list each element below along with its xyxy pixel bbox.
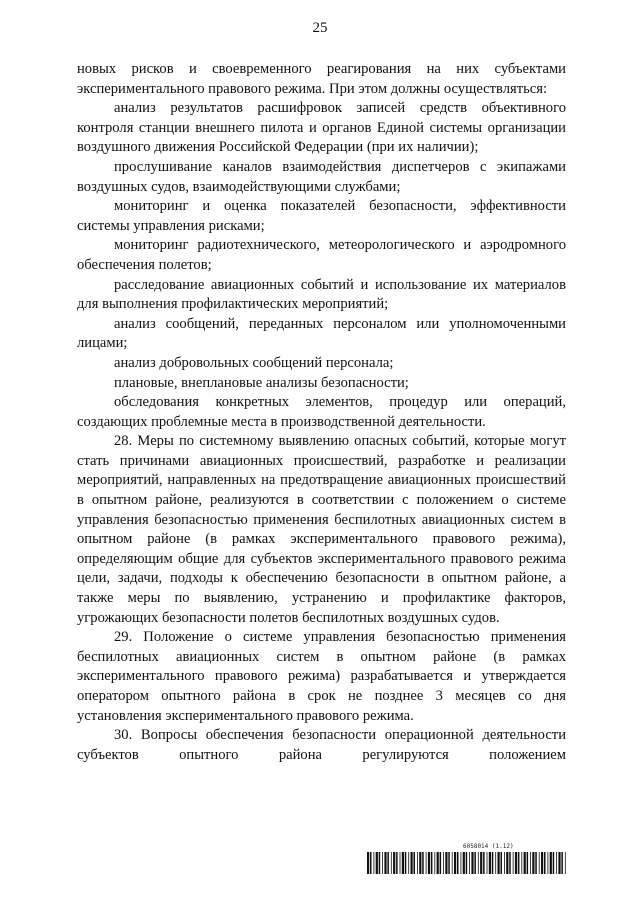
- paragraph: обследования конкретных элементов, процедур или операций, создающих проблемные места в производственной деятельности.: [77, 394, 566, 430]
- paragraph: 28. Меры по системному выявлению опасных событий, которые могут стать причинами авиационных происшествий, разработке и реализации мероприятий, направленных на предотвращение авиационных происшествий в опытном районе, реализуются в соответствии с положением о системе управления безопасностью применения беспилотных авиационных систем в опытном районе (в рамках экспериментального правового режима), определяющим общие для субъектов экспериментального правового режима цели, задачи, подходы к обеспечению безопасности в опытном районе, а также меры по выявлению, устранению и профилактике факторов, угрожающих безопасности полетов беспилотных воздушных судов.: [77, 433, 566, 626]
- barcode-code: 6058014 (1.12): [463, 843, 514, 850]
- paragraph: анализ результатов расшифровок записей средств объективного контроля станции внешнего пилота и органов Единой системы организации воздушного движения Российской Федерации (при их наличии);: [77, 100, 566, 156]
- paragraph: 30. Вопросы обеспечения безопасности операционной деятельности субъектов опытного района регулируются положением: [77, 727, 566, 763]
- paragraph: анализ добровольных сообщений персонала;: [114, 354, 394, 371]
- barcode-image: [367, 852, 567, 874]
- paragraph: плановые, внеплановые анализы безопасности;: [114, 374, 409, 391]
- paragraph: прослушивание каналов взаимодействия диспетчеров с экипажами воздушных судов, взаимодействующими службами;: [77, 158, 566, 195]
- paragraph: анализ сообщений, переданных персоналом или уполномоченными лицами;: [77, 315, 566, 352]
- paragraph: новых рисков и своевременного реагирования на них субъектами экспериментального правового режима. При этом должны осуществляться:: [77, 61, 566, 97]
- document-body: [77, 60, 566, 765]
- paragraph: расследование авиационных событий и использование их материалов для выполнения профилактических мероприятий;: [77, 276, 566, 313]
- paragraph: 29. Положение о системе управления безопасностью применения беспилотных авиационных систем в опытном районе (в рамках экспериментального правового режима) разрабатывается и утверждается оператором опытного района в срок не позднее 3 месяцев со дня установления экспериментального правового режима.: [77, 629, 566, 724]
- page-number: 25: [312, 20, 328, 36]
- paragraph: мониторинг радиотехнического, метеорологического и аэродромного обеспечения полетов;: [77, 237, 566, 273]
- paragraph: мониторинг и оценка показателей безопасности, эффективности системы управления рисками;: [77, 198, 566, 234]
